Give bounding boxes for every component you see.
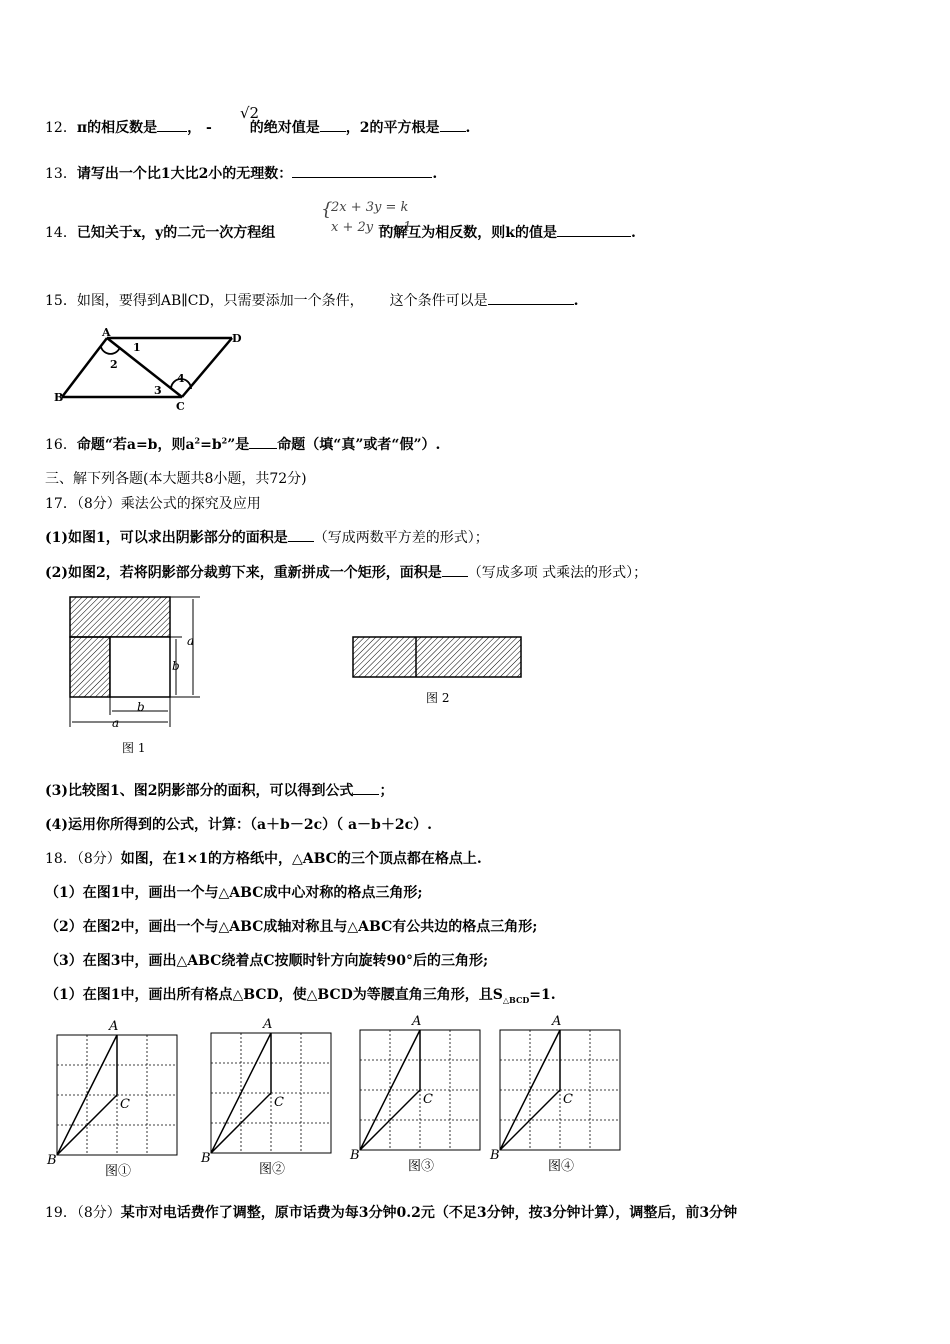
q18-part-1: （1）在图1中，画出一个与△ABC成中心对称的格点三角形; — [45, 885, 423, 901]
label-a: A — [109, 1019, 119, 1034]
grid-caption: 图③ — [408, 1159, 435, 1174]
label-angle-2: 2 — [110, 358, 118, 371]
grid-figure-1 — [46, 1019, 177, 1179]
label-b: B — [490, 1148, 500, 1163]
grid-caption: 图② — [259, 1162, 286, 1177]
question-18: 18．（8分）如图，在1×1的方格纸中，△ABC的三个顶点都在格点上. — [45, 851, 482, 867]
label-b: B — [350, 1148, 360, 1163]
q18-part-2: （2）在图2中，画出一个与△ABC成轴对称且与△ABC有公共边的格点三角形; — [45, 919, 538, 935]
q17-part-4: (4)运用你所得到的公式，计算：（a＋b－2c）（ a－b＋2c）. — [45, 817, 432, 833]
grid-figure-4 — [489, 1014, 620, 1174]
label-b: B — [54, 391, 64, 404]
label-c: C — [274, 1095, 284, 1110]
grid-caption: 图④ — [548, 1159, 575, 1174]
figure-1-caption: 图 1 — [122, 741, 146, 755]
label-c: C — [563, 1092, 573, 1107]
grid-figure-3 — [349, 1014, 480, 1174]
label-b-horizontal: b — [137, 700, 145, 714]
q17-part-2: (2)如图2，若将阴影部分裁剪下来，重新拼成一个矩形，面积是 （写成多项 式乘法的形式）； — [45, 562, 647, 582]
question-19: 19．（8分）某市对电话费作了调整，原市话费为每3分钟0.2元（不足3分钟，按3分钟计算），调整后，前3分钟 — [45, 1205, 738, 1221]
question-17: 17．（8分）乘法公式的探究及应用 — [45, 496, 261, 512]
label-b-vertical: b — [172, 659, 180, 673]
section-heading: 三、解下列各题(本大题共8小题，共72分) — [45, 471, 307, 487]
sqrt-two: √2 — [240, 104, 260, 122]
question-13: 13．请写出一个比1大比2小的无理数： . — [45, 163, 437, 183]
question-12: 12．π的相反数是 ， - 的绝对值是 ，2的平方根是 . — [45, 117, 470, 137]
label-b: B — [47, 1153, 57, 1168]
figure-2-caption: 图 2 — [426, 691, 450, 705]
brace-symbol: { — [321, 199, 333, 220]
label-a: A — [552, 1014, 562, 1029]
label-a: A — [263, 1017, 273, 1032]
grid-caption: 图① — [105, 1164, 132, 1179]
question-14: 14．已知关于x，y的二元一次方程组 的解互为相反数，则k的值是 . — [45, 222, 636, 242]
q18-part-3: （3）在图3中，画出△ABC绕着点C按顺时针方向旋转90°后的三角形; — [45, 953, 489, 969]
grid-figure-2 — [200, 1017, 331, 1177]
label-b: B — [201, 1151, 211, 1166]
equation-2: x + 2y = −1 — [331, 220, 412, 235]
label-c: C — [176, 400, 185, 413]
label-angle-1: 1 — [133, 341, 141, 354]
q17-part-1: (1)如图1，可以求出阴影部分的面积是 （写成两数平方差的形式）； — [45, 527, 489, 547]
label-angle-3: 3 — [154, 384, 162, 397]
q12-number: 12． — [45, 120, 77, 136]
label-c: C — [423, 1092, 433, 1107]
label-a-horizontal: a — [112, 716, 120, 730]
label-c: C — [120, 1097, 130, 1112]
question-15: 15．如图，要得到AB∥CD，只需要添加一个条件， 这个条件可以是 . — [45, 290, 579, 310]
equation-1: 2x + 3y = k — [331, 200, 409, 215]
q18-part-4: （1）在图1中，画出所有格点△BCD，使△BCD为等腰直角三角形，且$S_{\triangle BCD}=1$. — [45, 987, 556, 1005]
label-d: D — [232, 332, 242, 345]
question-16: 16．命题“若a=b，则$a^2=b^2$”是 命题（填“真”或者“假”）. — [45, 435, 441, 453]
label-angle-4: 4 — [177, 372, 185, 385]
label-a: A — [102, 326, 111, 339]
q17-part-3: (3)比较图1、图2阴影部分的面积，可以得到公式 ； — [45, 780, 393, 800]
label-a-vertical: a — [187, 634, 195, 648]
label-a: A — [412, 1014, 422, 1029]
